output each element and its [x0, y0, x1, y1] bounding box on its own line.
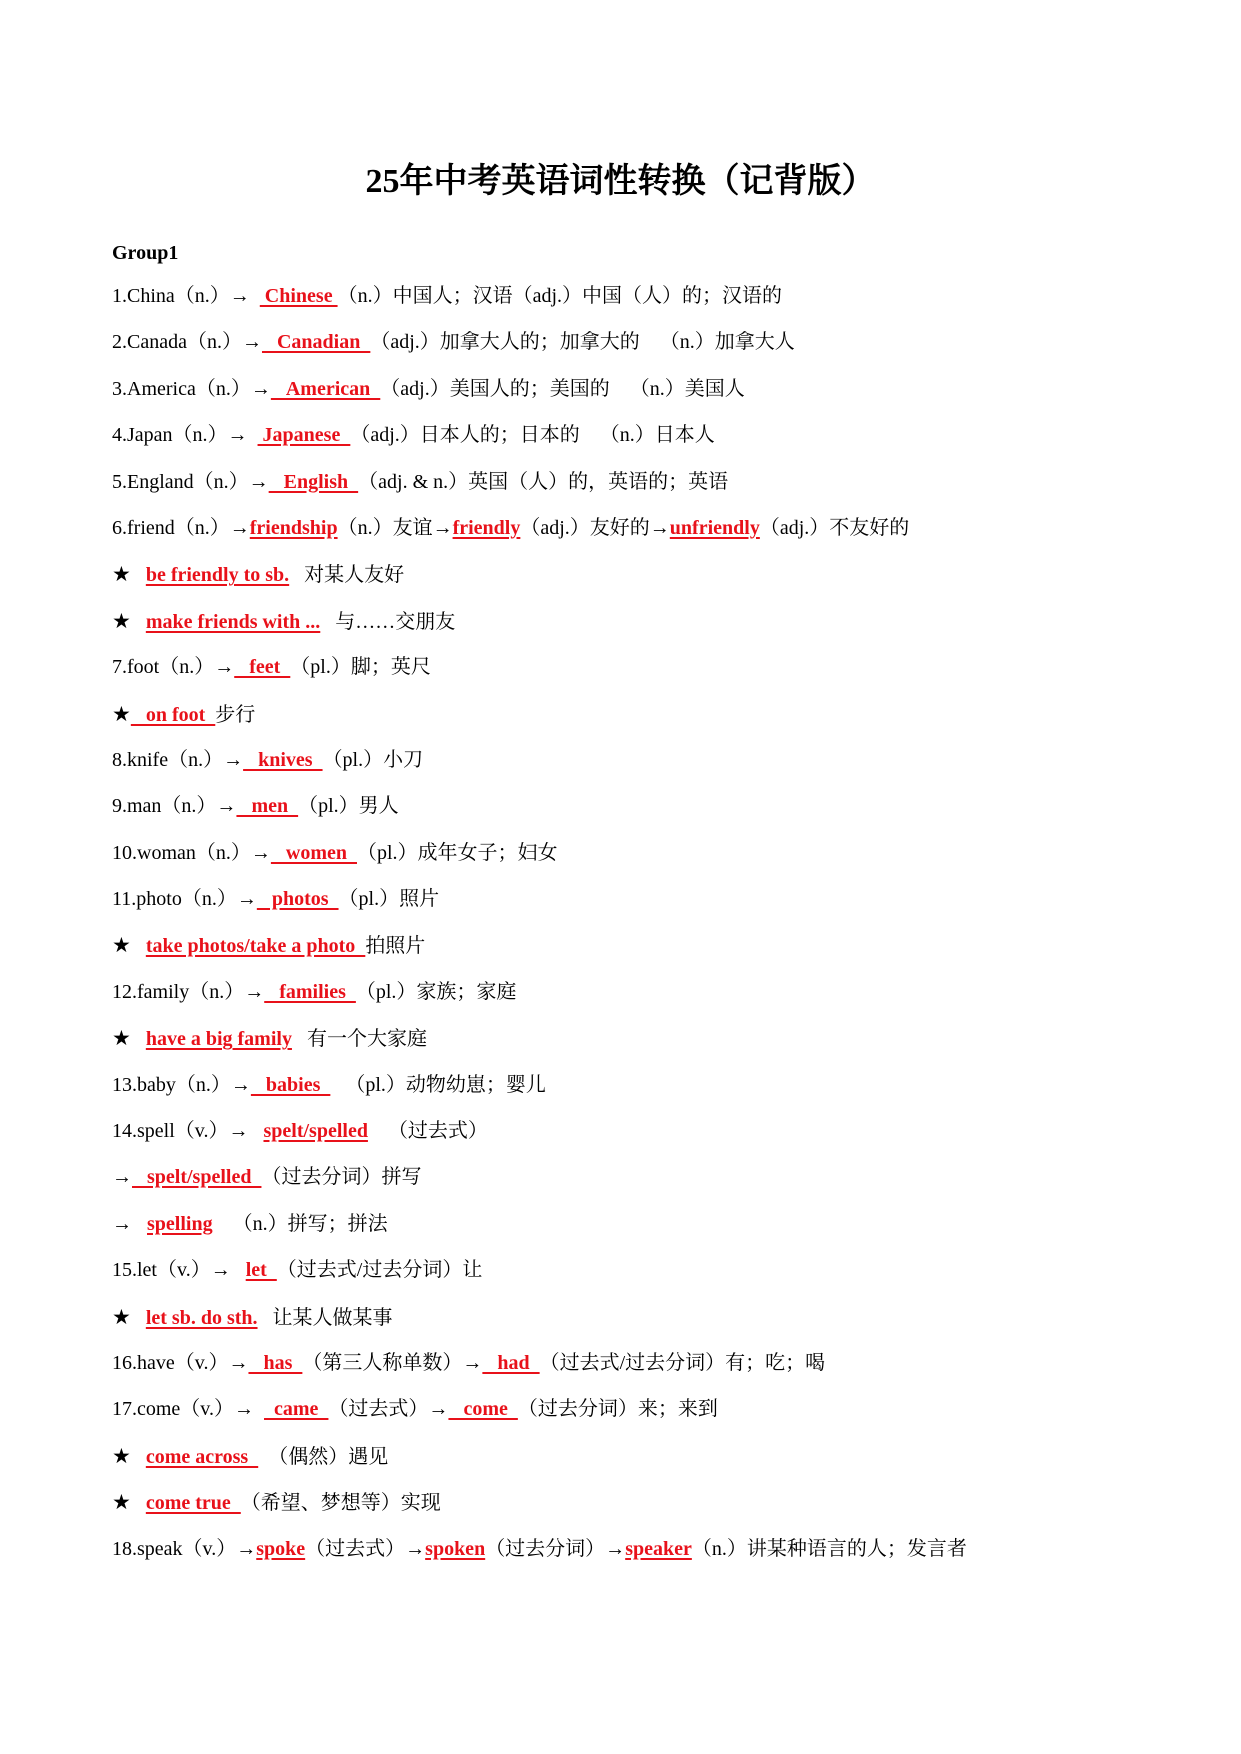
entry-text: （过去分词）→ [485, 1537, 626, 1560]
group-heading: Group1 [112, 242, 179, 264]
entry-text: 3.America（n.）→ [112, 377, 271, 400]
entry-line [112, 1070, 1152, 1116]
entry-text: （adj.）加拿大人的；加拿大的 （n.）加拿大人 [370, 331, 795, 354]
entry-text: （n.）友谊→ [337, 516, 453, 539]
entry-line [112, 652, 1152, 698]
entry-text: 9.man（n.）→ [112, 795, 237, 818]
entry-text: （adj.）美国人的；美国的 （n.）美国人 [380, 377, 745, 400]
entry-text: 17.come（v.）→ [112, 1398, 265, 1421]
entry-text: 10.woman（n.）→ [112, 841, 271, 864]
answer-text: on foot [130, 703, 216, 726]
entry-text: 13.baby（n.）→ [112, 1073, 251, 1096]
entry-text: 16.have（v.）→ [112, 1351, 249, 1374]
entry-text: 11.photo（n.）→ [112, 888, 257, 911]
entry-text: （pl.）成年女子；妇女 [357, 841, 558, 864]
answer-text: spelt/spelled [132, 1166, 262, 1189]
entry-line [112, 838, 1152, 884]
answer-text: speaker [625, 1537, 692, 1560]
entry-text: （过去式） [367, 1120, 488, 1143]
star-icon: ★ [112, 1490, 131, 1515]
answer-text: families [264, 980, 356, 1003]
entry-line [112, 930, 1152, 976]
entry-text: 2.Canada（n.）→ [112, 331, 262, 354]
entry-text [131, 1446, 146, 1468]
answer-text: had [482, 1351, 540, 1374]
entry-line [112, 977, 1152, 1023]
entry-text [131, 611, 146, 633]
entry-line [112, 745, 1152, 791]
answer-text: come across [145, 1445, 259, 1468]
entry-text [131, 935, 146, 957]
entry-text: （pl.）脚；英尺 [290, 656, 431, 679]
entry-text: （n.）拼写；拼法 [212, 1212, 388, 1235]
answer-text: has [248, 1351, 303, 1374]
answer-text: have a big family [145, 1028, 292, 1051]
answer-text: let sb. do sth. [145, 1306, 258, 1329]
entry-list [112, 281, 1152, 1580]
entry-text: （pl.）小刀 [322, 748, 424, 771]
entry-text: 7.foot（n.）→ [112, 656, 235, 679]
answer-text: Chinese [259, 285, 338, 307]
answer-text: spoke [256, 1537, 306, 1560]
entry-text: （adj.）不友好的 [759, 516, 910, 539]
entry-text: （希望、梦想等）实现 [240, 1492, 441, 1515]
entry-text: → [112, 1166, 132, 1189]
entry-line [112, 1302, 1152, 1348]
entry-text: 步行 [215, 703, 256, 726]
entry-text: （adj. & n.）英国（人）的，英语的；英语 [358, 470, 729, 493]
entry-text: 5.England（n.）→ [112, 470, 269, 493]
entry-text: （过去式）→ [328, 1398, 449, 1421]
star-icon: ★ [112, 1304, 131, 1329]
entry-line [112, 1255, 1152, 1301]
answer-text: come true [145, 1492, 241, 1515]
entry-line [112, 420, 1152, 466]
entry-line [112, 374, 1152, 420]
entry-text: （pl.）家族；家庭 [355, 980, 517, 1003]
entry-text: （n.）中国人；汉语（adj.）中国（人）的；汉语的 [337, 285, 783, 307]
entry-text: → [112, 1212, 147, 1235]
answer-text: make friends with ... [145, 610, 321, 633]
entry-line [112, 513, 1152, 559]
entry-text: 6.friend（n.）→ [112, 516, 250, 539]
entry-text: （adj.）日本人的；日本的 （n.）日本人 [350, 424, 715, 447]
star-icon: ★ [112, 1026, 131, 1051]
entry-text [131, 564, 146, 586]
answer-text: feet [234, 656, 291, 679]
entry-text: 拍照片 [365, 935, 426, 958]
entry-text: 14.spell（v.）→ [112, 1120, 264, 1143]
entry-text [131, 1028, 146, 1050]
entry-text: （偶然）遇见 [258, 1445, 389, 1468]
star-icon: ★ [112, 562, 131, 587]
answer-text: let [245, 1259, 277, 1282]
star-icon: ★ [112, 933, 131, 958]
answer-text: be friendly to sb. [145, 564, 290, 587]
entry-line [112, 1348, 1152, 1394]
entry-line [112, 606, 1152, 652]
entry-text [131, 1307, 146, 1329]
answer-text: spelt/spelled [263, 1120, 368, 1143]
entry-line [112, 699, 1152, 745]
entry-line [112, 281, 1152, 327]
answer-text: men [236, 795, 299, 818]
entry-line [112, 884, 1152, 930]
entry-text: 15.let（v.）→ [112, 1259, 246, 1282]
entry-line [112, 1441, 1152, 1487]
answer-text: knives [243, 748, 323, 771]
entry-text: （pl.）照片 [338, 888, 440, 911]
entry-line [112, 1209, 1152, 1255]
entry-line [112, 327, 1152, 373]
answer-text: women [270, 841, 357, 864]
entry-line [112, 1487, 1152, 1533]
entry-line [112, 1023, 1152, 1069]
entry-text: （过去式）→ [305, 1537, 426, 1560]
answer-text: American [270, 377, 381, 400]
entry-text: 与……交朋友 [320, 610, 456, 633]
entry-text: （pl.）男人 [298, 795, 399, 818]
entry-text: （pl.）动物幼崽；婴儿 [330, 1073, 546, 1096]
entry-text: 对某人友好 [289, 564, 405, 587]
entry-line [112, 1394, 1152, 1440]
entry-line [112, 1162, 1152, 1208]
answer-text: friendly [452, 516, 521, 539]
answer-text: unfriendly [669, 516, 760, 539]
star-icon: ★ [112, 701, 131, 726]
entry-text: 4.Japan（n.）→ [112, 424, 258, 447]
answer-text: spoken [425, 1537, 486, 1560]
entry-text: （过去式/过去分词）让 [276, 1259, 483, 1282]
entry-text: （adj.）友好的→ [520, 516, 670, 539]
entry-text: （n.）讲某种语言的人；发言者 [691, 1537, 967, 1560]
entry-text: （过去分词）拼写 [261, 1166, 422, 1189]
answer-text: came [264, 1398, 329, 1421]
answer-text: Canadian [261, 331, 371, 354]
entry-text [131, 1492, 146, 1514]
entry-line [112, 791, 1152, 837]
entry-text: （过去分词）来；来到 [517, 1398, 718, 1421]
entry-text: 有一个大家庭 [291, 1028, 427, 1051]
entry-text: 让某人做某事 [257, 1306, 393, 1329]
answer-text: Japanese [257, 424, 351, 447]
answer-text: friendship [249, 516, 338, 539]
entry-text: （过去式/过去分词）有；吃；喝 [539, 1351, 826, 1374]
entry-text: 1.China（n.）→ [112, 285, 260, 307]
entry-text: 18.speak（v.）→ [112, 1537, 257, 1560]
entry-line [112, 1534, 1152, 1580]
entry-line [112, 559, 1152, 605]
entry-text: 8.knife（n.）→ [112, 748, 244, 771]
star-icon: ★ [112, 1443, 131, 1468]
answer-text: English [268, 470, 359, 493]
page-title: 25年中考英语词性转换（记背版） [365, 163, 876, 200]
answer-text: come [448, 1398, 518, 1421]
answer-text: babies [250, 1073, 331, 1096]
entry-text: 12.family（n.）→ [112, 980, 265, 1003]
answer-text: spelling [147, 1212, 213, 1235]
answer-text: take photos/take a photo [145, 935, 366, 958]
entry-line [112, 1116, 1152, 1162]
entry-line [112, 467, 1152, 513]
answer-text: photos [256, 888, 339, 911]
star-icon: ★ [112, 608, 131, 633]
entry-text: （第三人称单数）→ [302, 1351, 483, 1374]
